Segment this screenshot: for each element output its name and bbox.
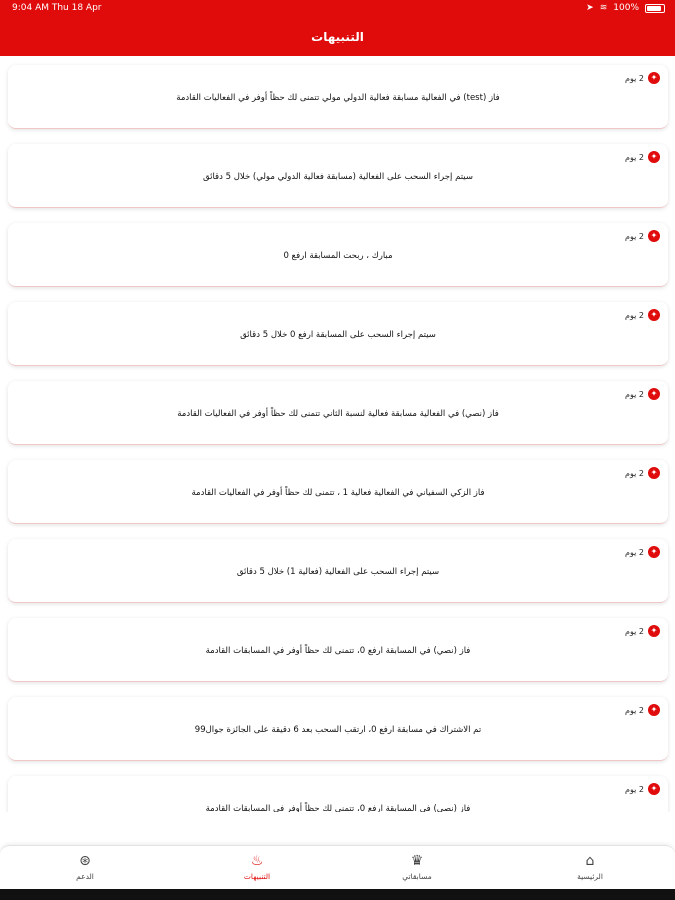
app-logo-icon: ✦ [648,625,660,637]
bell-icon: ♨ [250,853,264,869]
app-logo-icon: ✦ [648,783,660,795]
tab-label: الدعم [76,872,94,881]
tab-label: الرئيسية [577,872,603,881]
notification-meta [625,309,660,321]
notification-message: تم الاشتراك في مسابقة ارفع 0، ارتقب السحب بعد 6 دقيقة على الجائزة جوال99 [194,725,482,735]
support-icon: ⊛ [79,853,91,869]
location-icon: ➤ [586,3,594,13]
bottom-tab-bar [0,845,675,890]
wifi-icon: ≋ [599,3,608,13]
notification-card[interactable] [8,460,668,524]
app-logo-icon: ✦ [648,546,660,558]
tab-label: مسابقاتي [402,872,432,881]
app-logo-icon: ✦ [648,151,660,163]
notification-card[interactable] [8,539,668,603]
battery-percent: 100% [613,3,639,13]
notification-time: 2 يوم [625,626,644,636]
app-logo-icon: ✦ [648,467,660,479]
app-logo-icon: ✦ [648,388,660,400]
notification-time: 2 يوم [625,705,644,715]
app-logo-icon: ✦ [648,704,660,716]
notification-meta [625,783,660,795]
notification-message: مبارك ، ربحت المسابقة ارفع 0 [283,251,393,261]
notification-message: فاز (test) في الفعالية مسابقة فعالية الدولي مولي تتمنى لك حظاً أوفر في الفعاليات القادمة [176,93,500,103]
notification-meta [625,546,660,558]
page-header [0,18,675,56]
status-indicators [586,3,665,13]
notification-time: 2 يوم [625,468,644,478]
notification-meta [625,467,660,479]
notification-time: 2 يوم [625,231,644,241]
notification-time: 2 يوم [625,547,644,557]
home-indicator [0,889,675,900]
notification-card[interactable] [8,144,668,208]
trophy-icon: ♛ [410,853,424,869]
notification-meta [625,230,660,242]
tab-label: التنبيهات [243,872,271,881]
notification-card[interactable] [8,697,668,761]
tab-notifications[interactable] [217,852,297,881]
notification-message: فاز (نصي) في المسابقة ارفع 0، تتمنى لك حظاً أوفر في المسابقات القادمة [205,646,471,656]
notification-list[interactable] [0,56,675,812]
notification-card[interactable] [8,618,668,682]
tab-support[interactable] [45,852,125,881]
notification-message: فاز (نصي) في المسابقة ارفع 0، تتمنى لك حظاً أوفر في المسابقات القادمة [205,804,471,812]
notification-meta [625,625,660,637]
notification-time: 2 يوم [625,152,644,162]
tab-my-contests[interactable] [377,852,457,881]
notification-message: فاز (نصي) في الفعالية مسابقة فعالية لنسبة الثاني تتمنى لك حظاً أوفر في الفعاليات القادمة [177,409,499,419]
page-title: التنبيهات [311,30,364,44]
notification-card[interactable] [8,65,668,129]
notification-card[interactable] [8,223,668,287]
status-bar [0,0,675,18]
notification-meta [625,72,660,84]
notification-meta [625,388,660,400]
notification-message: سيتم إجراء السحب على الفعالية (مسابقة فعالية الدولي مولي) خلال 5 دقائق [203,172,473,182]
battery-icon [645,4,665,13]
tab-home[interactable] [550,852,630,881]
notification-time: 2 يوم [625,389,644,399]
notification-time: 2 يوم [625,310,644,320]
notification-message: فاز الزكي السفياني في الفعالية فعالية 1 ، تتمنى لك حظاً أوفر في الفعاليات القادمة [191,488,485,498]
notification-card[interactable] [8,381,668,445]
notification-message: سيتم إجراء السحب على الفعالية (فعالية 1) خلال 5 دقائق [236,567,440,577]
status-time: 9:04 AM Thu 18 Apr [12,3,102,13]
notification-card[interactable] [8,302,668,366]
notification-meta [625,704,660,716]
home-icon: ⌂ [585,853,595,869]
notification-message: سيتم إجراء السحب على المسابقة ارفع 0 خلال 5 دقائق [240,330,436,340]
app-logo-icon: ✦ [648,72,660,84]
notification-meta [625,151,660,163]
app-logo-icon: ✦ [648,309,660,321]
notification-time: 2 يوم [625,73,644,83]
app-logo-icon: ✦ [648,230,660,242]
notification-card[interactable] [8,776,668,812]
notification-time: 2 يوم [625,784,644,794]
